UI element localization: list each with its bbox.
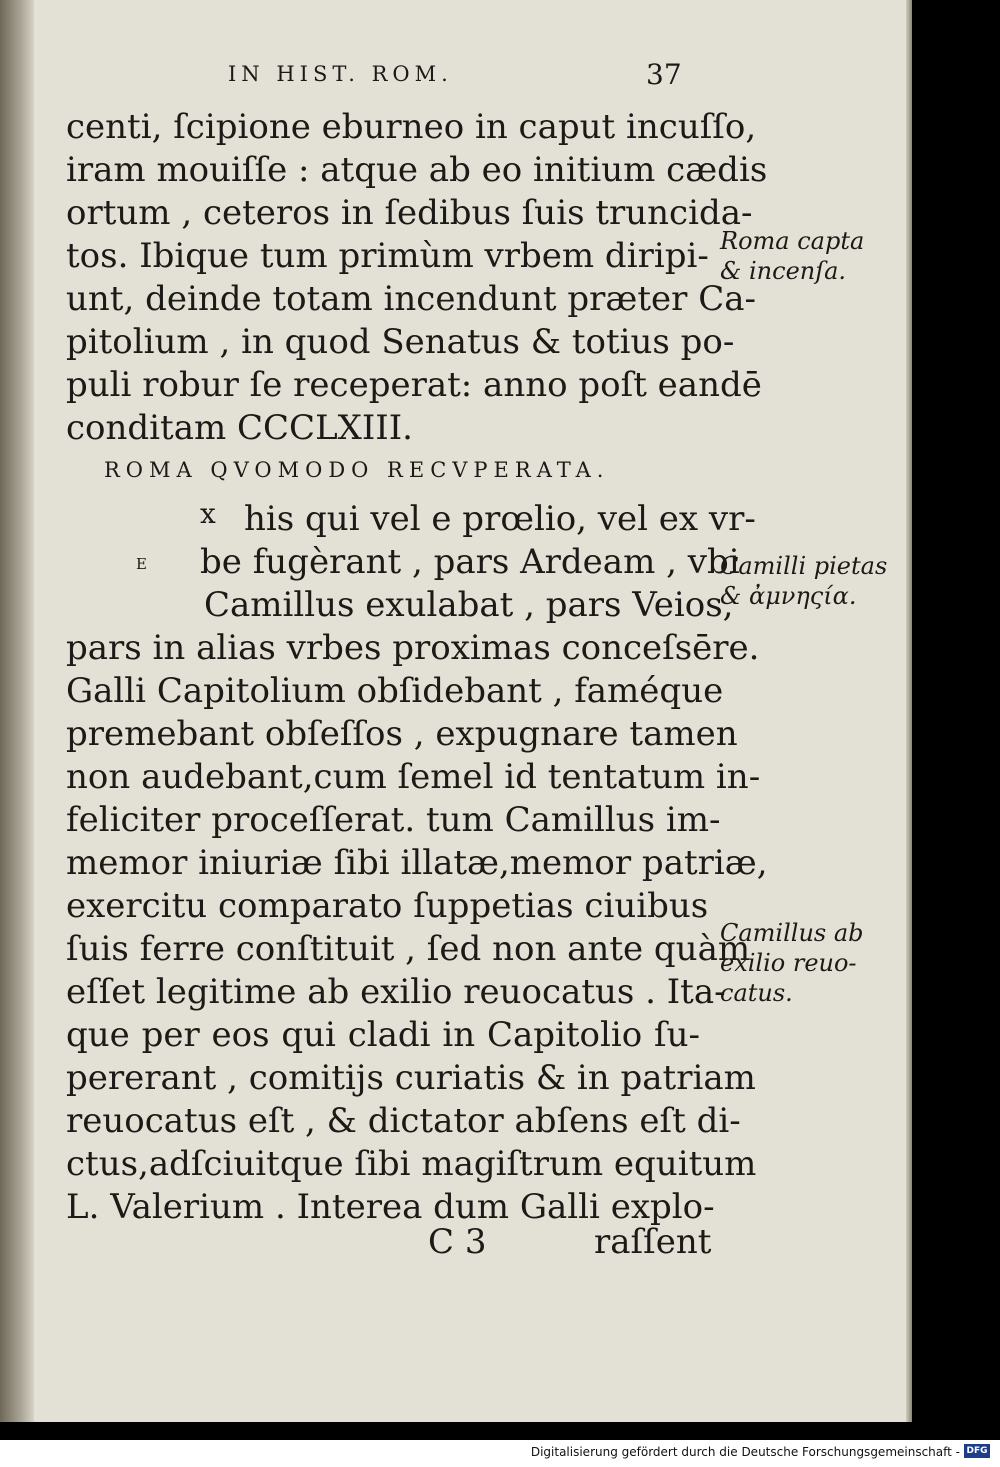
text-line: ortum , ceteros in ſedibus ſuis truncida- — [66, 193, 753, 233]
text-line: exercitu comparato ſuppetias ciuibus — [66, 886, 709, 926]
text-line: puli robur ſe receperat: anno poſt eandē — [66, 365, 762, 405]
text-line: iram mouiſſe : atque ab eo initium cædis — [66, 150, 768, 190]
text-line: conditam CCCLXIII. — [66, 408, 413, 448]
text-line: Galli Capitolium obſidebant , faméque — [66, 671, 724, 711]
page-edge — [906, 0, 912, 1422]
text-line: centi, ſcipione eburneo in caput incuſſo, — [66, 107, 757, 147]
text-line: premebant obſeſſos , expugnare tamen — [66, 714, 738, 754]
running-head: IN HIST. ROM. — [228, 62, 453, 86]
text-line: unt, deinde totam incendunt præter Ca- — [66, 279, 756, 319]
text-line: Camillus exulabat , pars Veios, — [204, 585, 734, 625]
footer-credit: Digitalisierung gefördert durch die Deutsche Forschungsgemeinschaft - — [530, 1445, 960, 1459]
margin-note: Camilli pietas & ἀμνηςία. — [720, 552, 888, 610]
text-line: pitolium , in quod Senatus & totius po- — [66, 322, 735, 362]
section-heading: ROMA QVOMODO RECVPERATA. — [104, 458, 610, 482]
text-line: his qui vel e prœlio, vel ex vr- — [244, 499, 756, 539]
text-line: memor iniuriæ ſibi illatæ,memor patriæ, — [66, 843, 768, 883]
text-line: feliciter proceſſerat. tum Camillus im- — [66, 800, 721, 840]
page-number: 37 — [646, 58, 682, 91]
book-spine-shadow — [0, 0, 34, 1422]
text-line: L. Valerium . Interea dum Galli explo- — [66, 1187, 715, 1227]
text-line: ſuis ferre conſtituit , ſed non ante quàm — [66, 929, 751, 969]
text-line: pars in alias vrbes proximas conceſsēre. — [66, 628, 760, 668]
text-line: pererant , comitijs curiatis & in patriam — [66, 1058, 756, 1098]
text-line: eſſet legitime ab exilio reuocatus . Ita- — [66, 972, 726, 1012]
margin-note: Roma capta & incenſa. — [720, 227, 865, 285]
text-line: ctus,adſciuitque ſibi magiſtrum equitum — [66, 1144, 757, 1184]
catchword: raſſent — [594, 1222, 712, 1262]
signature-mark: C 3 — [428, 1222, 487, 1262]
text-line: que per eos qui cladi in Capitolio ſu- — [66, 1015, 700, 1055]
text-line: tos. Ibique tum primùm vrbem diripi- — [66, 236, 709, 276]
text-line: be fugèrant , pars Ardeam , vbi — [200, 542, 740, 582]
margin-note: Camillus ab exilio reuo- catus. — [720, 919, 864, 1007]
side-letter: E — [136, 555, 147, 573]
initial-letter: x — [200, 497, 216, 530]
text-line: reuocatus eſt , & dictator abſens eſt di- — [66, 1101, 741, 1141]
text-line: non audebant,cum ſemel id tentatum in- — [66, 757, 761, 797]
dfg-logo: DFG — [964, 1444, 990, 1458]
